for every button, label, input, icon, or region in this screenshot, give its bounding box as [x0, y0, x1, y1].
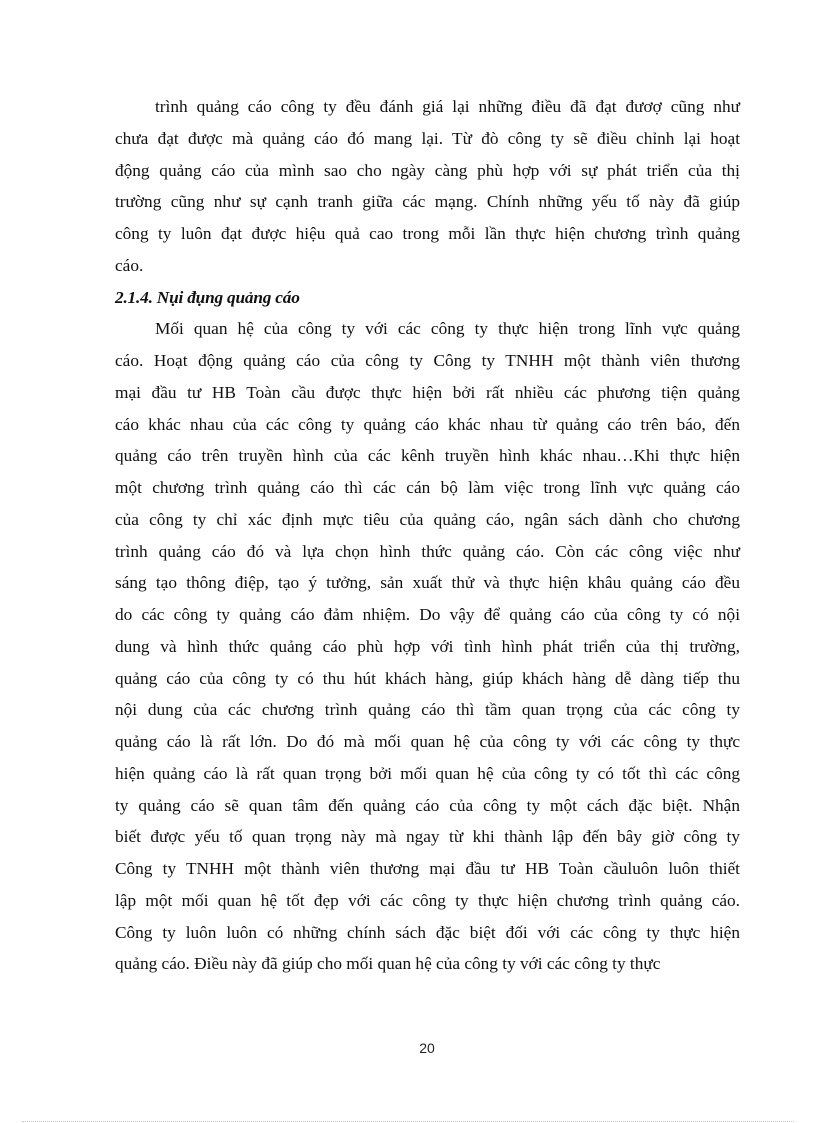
text-line: hiện quảng cáo là rất quan trọng bởi mối quan hệ của công ty có tốt thì các công [115, 763, 740, 783]
text-line: Công ty luôn luôn có những chính sách đặc biệt đối với các công ty thực hiện [115, 922, 740, 942]
text-line: công ty luôn đạt được hiệu quả cao trong mỗi lần thực hiện chương trình quảng [115, 224, 740, 243]
text-line: quảng cáo của công ty có thu hút khách hàng, giúp khách hàng dễ dàng tiếp thu [115, 668, 740, 688]
text-line: quảng cáo là rất lớn. Do đó mà mối quan hệ của công ty với các công ty thực [115, 732, 740, 751]
text-line: cáo. [115, 255, 144, 275]
paragraph [115, 313, 740, 980]
text-line: động quảng cáo của mình sao cho ngày càng phù hợp với sự phát triển của thị [115, 160, 740, 180]
text-line: nội dung của các chương trình quảng cáo thì tầm quan trọng của các công ty [115, 700, 740, 720]
text-line: quảng cáo trên truyền hình của các kênh truyền hình khác nhau…Khi thực hiện [115, 446, 740, 466]
text-line: ty quảng cáo sẽ quan tâm đến quảng cáo của công ty một cách đặc biệt. Nhận [115, 795, 740, 815]
text-line: một chương trình quảng cáo thì các cán bộ làm việc trong lĩnh vực quảng cáo [115, 478, 740, 497]
text-line: biết được yếu tố quan trọng này mà ngay từ khi thành lập đến bây giờ công ty [115, 827, 740, 847]
section-heading: 2.1.4. Nụi đụng quảng cáo [115, 287, 300, 307]
text-line: chưa đạt được mà quảng cáo đó mang lại. Từ đò công ty sẽ điều chỉnh lại hoạt [115, 128, 740, 148]
body-text [115, 91, 740, 980]
text-line: sáng tạo thông điệp, tạo ý tưởng, sản xuất thử và thực hiện khâu quảng cáo đều [115, 573, 740, 593]
page-boundary-divider [22, 1121, 794, 1122]
text-line: lập một mối quan hệ tốt đẹp với các công ty thực hiện chương trình quảng cáo. [115, 890, 740, 910]
text-line: cáo khác nhau của các công ty quảng cáo khác nhau từ quảng cáo trên báo, đến [115, 414, 740, 434]
text-line: trình quảng cáo công ty đều đánh giá lại những điều đã đạt đươợ cũng như [155, 97, 740, 116]
page-number: 20 [419, 1040, 435, 1056]
paragraph-continuation [115, 91, 740, 282]
text-line: quảng cáo. Điều này đã giúp cho mối quan hệ của công ty với các công ty thực [115, 954, 661, 974]
text-line: mại đầu tư HB Toàn cầu được thực hiện bởi rất nhiều các phương tiện quảng [115, 382, 740, 402]
text-line: dung và hình thức quảng cáo phù hợp với tình hình phát triển của thị trường, [115, 636, 740, 656]
text-line: Mối quan hệ của công ty với các công ty thực hiện trong lĩnh vực quảng [155, 319, 740, 339]
text-line: trường cũng như sự cạnh tranh giữa các mạng. Chính những yếu tố này đã giúp [115, 192, 740, 212]
text-line: của công ty chỉ xác định mực tiêu của quảng cáo, ngân sách dành cho chương [115, 509, 740, 529]
text-line: do các công ty quảng cáo đảm nhiệm. Do vậy để quảng cáo của công ty có nội [115, 605, 740, 624]
text-line: trình quảng cáo đó và lựa chọn hình thức quảng cáo. Còn các công việc như [115, 541, 740, 561]
text-line: cáo. Hoạt động quảng cáo của công ty Công ty TNHH một thành viên thương [115, 351, 740, 370]
text-line: Công ty TNHH một thành viên thương mại đầu tư HB Toàn cầuluôn luôn thiết [115, 859, 740, 878]
